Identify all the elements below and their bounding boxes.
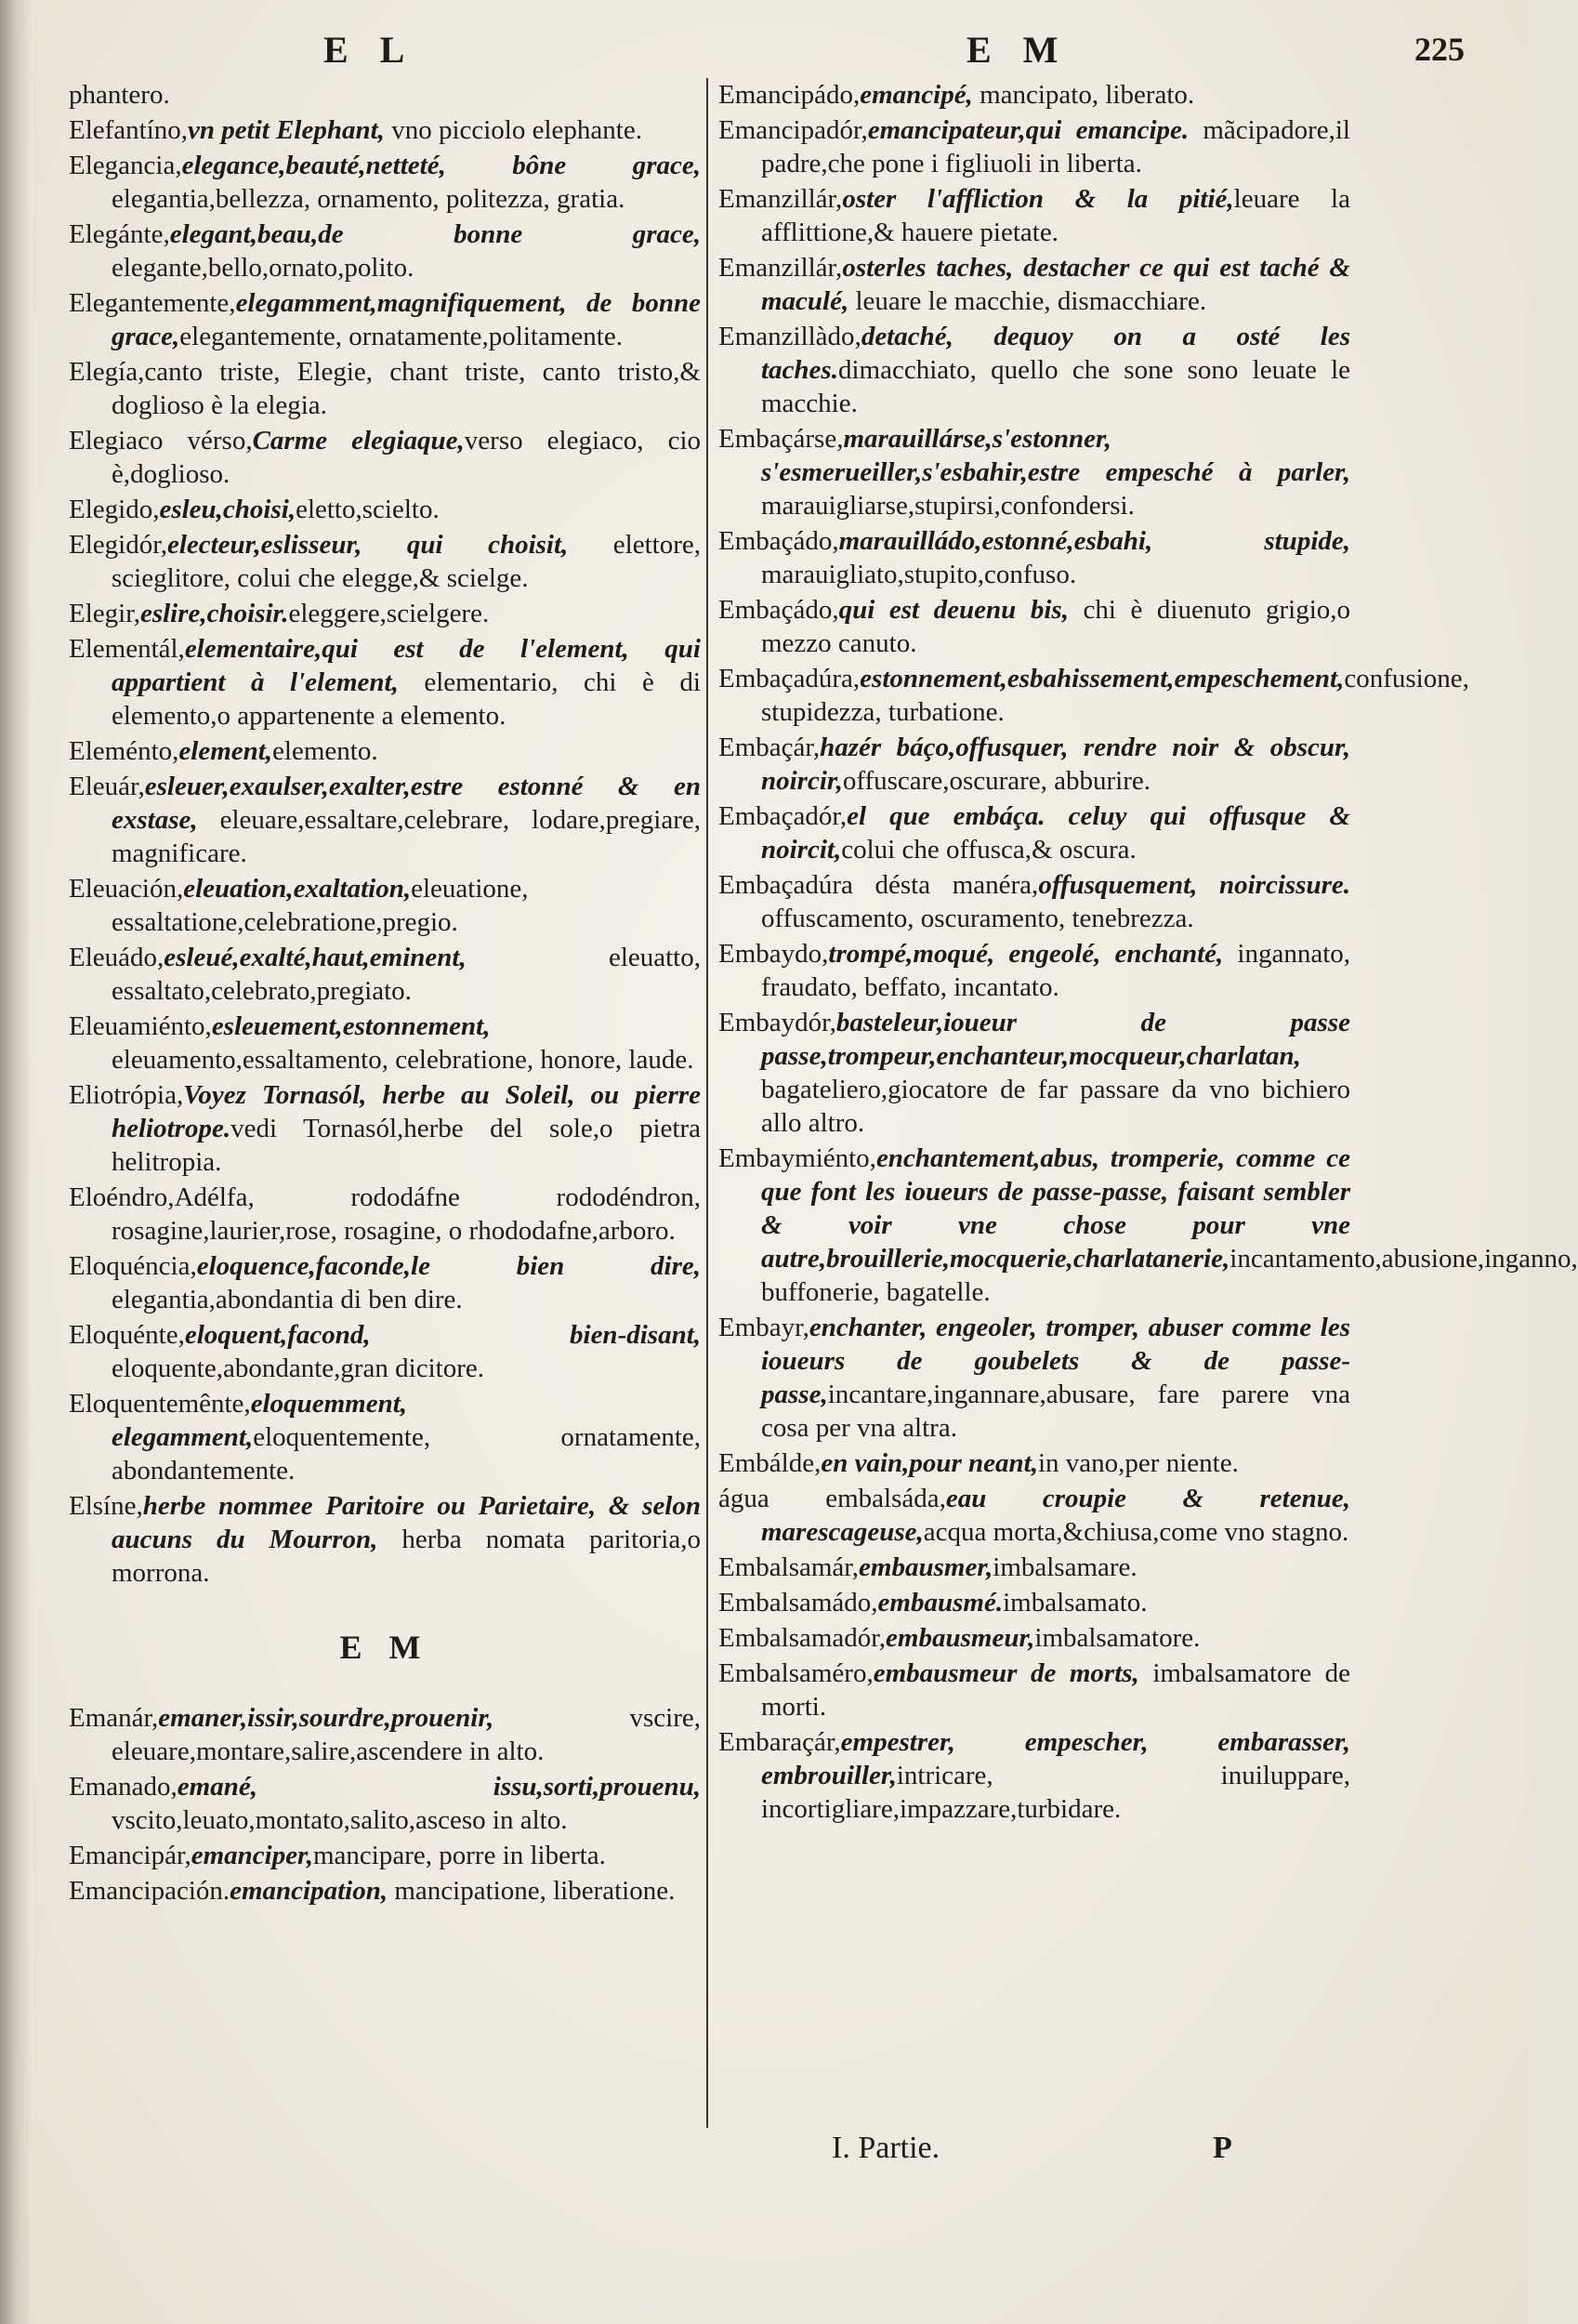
entry-italian: bagateliero,giocatore de far passare da vno bichiero allo altro. (761, 1075, 1350, 1138)
entry-french: detaché, dequoy on a osté les taches. (761, 322, 1350, 385)
dictionary-entry (69, 355, 701, 422)
entry-french: emancipé, (860, 80, 973, 110)
entry-french: Voyez Tornasól, herbe au Soleil, ou pierre heliotrope. (112, 1080, 701, 1143)
dictionary-entry (718, 78, 1350, 112)
entry-french: basteleur,ioueur de passe passe,trompeur,enchanteur,mocqueur,charlatan, (761, 1008, 1350, 1071)
dictionary-entry (69, 113, 701, 147)
entry-french: elegant,beau,de bonne grace, (169, 219, 701, 249)
entry-headword: Embaçadúra, (718, 664, 861, 693)
entry-french: elementaire,qui est de l'element, qui appartient à l'element, (112, 634, 701, 697)
entry-french: Carme elegiaque, (252, 426, 465, 456)
dictionary-entry (718, 1725, 1350, 1826)
entry-headword: Eleuamiénto, (69, 1011, 212, 1041)
entry-headword: Eloquéncia, (69, 1251, 197, 1281)
dictionary-entry (69, 1701, 701, 1768)
entry-italian: eleuatione, essaltatione,celebratione,pregio. (112, 874, 529, 937)
entry-french: el que embáça. celuy qui offusque & noircit, (761, 801, 1350, 865)
entry-french: eau croupie & retenue, marescageuse, (761, 1484, 1350, 1547)
dictionary-entry (718, 799, 1350, 866)
entry-italian: vscire, eleuare,montare,salire,ascendere in alto. (112, 1703, 701, 1766)
footer-signature: P (1213, 2131, 1232, 2165)
entry-headword: Embalsamádo, (718, 1588, 878, 1618)
dictionary-entry (69, 941, 701, 1008)
entry-french: electeur,eslisseur, qui choisit, (166, 530, 569, 560)
entry-italian: elettore, scieglitore, colui che elegge,& scielge. (112, 530, 701, 593)
dictionary-entry (69, 149, 701, 216)
entry-headword: Emancipár, (69, 1841, 191, 1870)
entry-headword: Eleménto, (69, 736, 179, 766)
entry-headword: Embaymiénto, (718, 1143, 876, 1173)
entry-italian: confusione, stupidezza, turbatione. (761, 664, 1469, 727)
entry-headword: água embalsáda, (718, 1484, 946, 1513)
page-number: 225 (1414, 31, 1465, 68)
entry-headword: Embaçadúra désta manéra, (718, 870, 1039, 900)
right-column (718, 78, 1578, 1828)
entry-french: esleué,exalté,haut,eminent, (164, 943, 467, 972)
entry-french: embausmer, (859, 1552, 993, 1582)
binding-shadow (0, 0, 32, 2324)
entry-italian: marauigliato,stupito,confuso. (761, 560, 1077, 589)
entry-headword: Emanzillàdo, (718, 322, 861, 351)
dictionary-entry (718, 662, 1469, 729)
entry-french: oster l'affliction & la pitié, (842, 184, 1234, 214)
entry-italian: eloquentemente, ornatamente, abondantemente. (112, 1422, 701, 1486)
right-entry-list (718, 78, 1578, 1826)
entry-french: emaner,issir,sourdre,prouenir, (158, 1703, 494, 1733)
left-entry-list (69, 78, 701, 1590)
page-footer (0, 2131, 1527, 2177)
entry-italian: colui che offusca,& oscura. (841, 835, 1137, 865)
entry-italian: elemento. (272, 736, 378, 766)
entry-headword: Embalsamadór, (718, 1623, 887, 1653)
entry-italian: vedi Tornasól,herbe del sole,o pietra helitropia. (112, 1114, 701, 1177)
entry-italian: elegantemente, ornatamente,politamente. (179, 322, 623, 351)
entry-french: emancipation, (230, 1876, 388, 1906)
dictionary-entry (718, 1657, 1350, 1723)
dictionary-entry (69, 1489, 701, 1590)
entry-french: emané, issu,sorti,prouenu, (177, 1772, 701, 1802)
dictionary-entry (69, 1387, 701, 1487)
entry-italian: offuscare,oscurare, abburire. (842, 766, 1151, 796)
dictionary-entry (718, 1586, 1350, 1619)
entry-headword: Elegidór, (69, 530, 167, 560)
entry-headword: Elegánte, (69, 219, 170, 249)
dictionary-entry (69, 1010, 701, 1076)
entry-italian: eletto,scielto. (296, 495, 440, 524)
dictionary-entry (69, 78, 701, 112)
entry-headword: Eloéndro, (69, 1182, 175, 1212)
entry-italian: incantamento,abusione,inganno, buffonerie, bagatelle. (761, 1244, 1578, 1307)
entry-headword: Elegantemente, (69, 288, 236, 318)
dictionary-entry (718, 868, 1350, 935)
entry-italian: mancipatione, liberatione. (388, 1876, 676, 1906)
entry-headword: Emancipádo, (718, 80, 861, 110)
entry-italian: mancipare, porre in liberta. (313, 1841, 606, 1870)
entry-headword: Embalsamár, (718, 1552, 860, 1582)
dictionary-entry (718, 1551, 1350, 1584)
entry-french: en vain,pour neant, (821, 1448, 1038, 1478)
entry-french: eloquence,faconde,le bien dire, (196, 1251, 701, 1281)
section-heading: E M (339, 1629, 430, 1666)
entry-italian: eleuatto, essaltato,celebrato,pregiato. (112, 943, 701, 1006)
entry-headword: Embayr, (718, 1313, 809, 1342)
entry-french: embausmeur, (886, 1623, 1035, 1653)
entry-french: enchanter, engeoler, tromper, abuser comme les ioueurs de goubelets & de passe-passe, (761, 1313, 1350, 1409)
entry-french: enchantement,abus, tromperie, comme ce que font les ioueurs de passe-passe, faisant sembler & voir vne chose pour vne autre,brouillerie,mocquerie,charlatanerie, (761, 1143, 1350, 1274)
dictionary-entry (69, 286, 701, 353)
entry-italian: imbalsamatore de morti. (761, 1658, 1351, 1722)
entry-headword: Embaçárse, (718, 424, 844, 454)
dictionary-entry (69, 872, 701, 939)
dictionary-entry (718, 1482, 1350, 1549)
entry-headword: Eloquentemênte, (69, 1389, 251, 1419)
dictionary-entry (69, 218, 701, 284)
entry-italian: eleuare,essaltare,celebrare, lodare,pregiare, magnificare. (112, 805, 701, 868)
left-entry-list-2 (69, 1701, 701, 1908)
entry-italian: eleggere,scielgere. (288, 599, 490, 628)
entry-french: eslire,choisir. (139, 599, 289, 628)
entry-headword: Eleuár, (69, 772, 145, 801)
entry-french: empestrer, empescher, embarasser, embrouiller, (761, 1727, 1350, 1790)
entry-italian: mãcipadore,il padre,che pone i figliuoli in liberta. (761, 115, 1350, 178)
dictionary-entry (718, 182, 1350, 249)
entry-italian: marauigliarse,stupirsi,confondersi. (761, 491, 1135, 521)
dictionary-entry (718, 524, 1350, 591)
dictionary-entry (69, 528, 701, 595)
entry-headword: phantero. (69, 80, 170, 110)
entry-french: emanciper, (191, 1841, 313, 1870)
entry-italian: canto triste, Elegie, chant triste, canto tristo,& doglioso è la elegia. (112, 357, 701, 420)
entry-headword: Elegiaco vérso, (69, 426, 253, 456)
dictionary-entry (69, 1318, 701, 1385)
entry-french: embausmé. (877, 1588, 1004, 1618)
dictionary-entry (69, 770, 701, 870)
dictionary-entry (69, 1181, 701, 1248)
entry-headword: Elefantíno, (69, 115, 189, 145)
entry-french: hazér báço,offusquer, rendre noir & obscur, noircir, (761, 733, 1350, 796)
dictionary-entry (718, 1621, 1350, 1655)
entry-french: estonnement,esbahissement,empeschement, (860, 664, 1345, 693)
entry-headword: Emanár, (69, 1703, 159, 1733)
entry-headword: Emancipación. (69, 1876, 230, 1906)
entry-french: esleuer,exaulser,exalter,estre estonné & en exstase, (112, 772, 701, 835)
entry-italian: in vano,per niente. (1038, 1448, 1239, 1478)
dictionary-entry (718, 1142, 1578, 1309)
entry-headword: Embaçadór, (718, 801, 848, 831)
entry-french: qui est deuenu bis, (838, 595, 1069, 625)
entry-headword: Eliotrópia, (69, 1080, 184, 1110)
entry-italian: mancipato, liberato. (972, 80, 1195, 110)
entry-italian: vscito,leuato,montato,salito,asceso in alto. (112, 1805, 568, 1835)
dictionary-entry (69, 597, 701, 630)
header-right-letters: E M (967, 29, 1070, 71)
entry-italian: intricare, inuiluppare, incortigliare,impazzare,turbidare. (761, 1761, 1350, 1824)
entry-headword: Eleuación, (69, 874, 184, 904)
entry-headword: Embaraçár, (718, 1727, 841, 1757)
entry-french: element, (178, 736, 273, 766)
entry-italian: elementario, chi è di elemento,o appartenente a elemento. (112, 667, 701, 731)
entry-italian: elegantia,bellezza, ornamento, politezza, gratia. (112, 184, 625, 214)
entry-italian: leuare la afflittione,& hauere pietate. (761, 184, 1350, 247)
entry-headword: Elegir, (69, 599, 140, 628)
dictionary-entry (69, 632, 701, 733)
entry-headword: Embaydo, (718, 939, 829, 969)
entry-headword: Eleuádo, (69, 943, 164, 972)
dictionary-entry (69, 1078, 701, 1179)
dictionary-entry (718, 1446, 1350, 1480)
entry-french: herbe nommee Paritoire ou Parietaire, & selon aucuns du Mourron, (112, 1491, 701, 1554)
entry-italian: ingannato, fraudato, beffato, incantato. (761, 939, 1351, 1002)
entry-headword: Embaçár, (718, 733, 821, 762)
entry-french: esleu,choisi, (159, 495, 296, 524)
entry-french: eloquent,facond, bien-disant, (184, 1320, 701, 1350)
entry-french: elegamment,magnifiquement, de bonne grace, (112, 288, 701, 351)
dictionary-entry (69, 1249, 701, 1316)
dictionary-entry (718, 251, 1350, 318)
entry-headword: Embálde, (718, 1448, 822, 1478)
dictionary-entry (69, 1770, 701, 1837)
entry-headword: Elsíne, (69, 1491, 143, 1521)
entry-headword: Emanzillár, (718, 253, 843, 283)
entry-french: emancipateur,qui emancipe. (867, 115, 1190, 145)
dictionary-entry (69, 1839, 701, 1872)
entry-italian: eleuamento,essaltamento, celebratione, honore, laude. (112, 1045, 694, 1075)
entry-italian: dimacchiato, quello che sone sono leuate le macchie. (761, 355, 1350, 418)
entry-french: trompé,moqué, engeolé, enchanté, (828, 939, 1224, 969)
entry-french: embausmeur de morts, (873, 1658, 1139, 1688)
entry-french: esleuement,estonnement, (211, 1011, 491, 1041)
entry-french: eleuation,exaltation, (183, 874, 412, 904)
entry-headword: Embalsaméro, (718, 1658, 874, 1688)
running-header (0, 28, 1527, 80)
entry-italian: elegante,bello,ornato,polito. (112, 253, 414, 283)
entry-italian: offuscamento, oscuramento, tenebrezza. (761, 904, 1194, 933)
dictionary-entry (718, 1311, 1350, 1445)
entry-french: marauilládo,estonné,esbahi, stupide, (838, 526, 1350, 556)
dictionary-entry (69, 424, 701, 491)
dictionary-entry (69, 1874, 701, 1908)
entry-headword: Embaydór, (718, 1008, 836, 1037)
dictionary-entry (718, 731, 1350, 798)
entry-french: vn petit Elephant, (188, 115, 385, 145)
dictionary-entry (718, 422, 1350, 522)
entry-headword: Elegancia, (69, 151, 182, 180)
entry-italian: acqua morta,&chiusa,come vno stagno. (923, 1517, 1349, 1547)
entry-italian: eloquente,abondante,gran dicitore. (112, 1353, 485, 1383)
entry-french: eloquemment, elegamment, (112, 1389, 408, 1452)
entry-headword: Emanzillár, (718, 184, 843, 214)
entry-italian: imbalsamare. (993, 1552, 1137, 1582)
dictionary-entry (718, 113, 1350, 180)
header-left-letters: E L (323, 29, 416, 71)
entry-italian: verso elegiaco, cio è,doglioso. (112, 426, 701, 489)
entry-french: elegance,beauté,netteté, bône grace, (181, 151, 701, 180)
dictionary-entry (69, 493, 701, 526)
entry-french: offusquement, noircissure. (1038, 870, 1350, 900)
column-divider (706, 78, 708, 2128)
entry-italian: imbalsamatore. (1034, 1623, 1201, 1653)
entry-italian: chi è diuenuto grigio,o mezzo canuto. (761, 595, 1351, 658)
entry-italian: leuare le macchie, dismacchiare. (848, 286, 1207, 316)
entry-headword: Embaçádo, (718, 595, 839, 625)
dictionary-entry (718, 1006, 1350, 1140)
entry-french: marauillárse,s'estonner, s'esmerueiller,s'esbahir,estre empesché à parler, (761, 424, 1350, 487)
entry-headword: Emancipadór, (718, 115, 868, 145)
entry-italian: imbalsamato. (1003, 1588, 1148, 1618)
entry-italian: herba nomata paritoria,o morrona. (112, 1525, 701, 1588)
dictionary-entry (718, 937, 1350, 1004)
entry-italian: vno picciolo elephante. (384, 115, 642, 145)
footer-part: I. Partie. (832, 2131, 940, 2165)
left-column (69, 78, 701, 1909)
dictionary-entry (69, 734, 701, 768)
entry-french: osterles taches, destacher ce qui est taché & maculé, (761, 253, 1350, 316)
entry-italian: incantare,ingannare,abusare, fare parere vna cosa per vna altra. (761, 1380, 1350, 1443)
dictionary-entry (718, 320, 1350, 420)
dictionary-entry (718, 593, 1350, 660)
entry-headword: Elementál, (69, 634, 185, 664)
entry-headword: Elegía, (69, 357, 145, 387)
entry-headword: Elegido, (69, 495, 160, 524)
entry-italian: elegantia,abondantia di ben dire. (112, 1285, 463, 1314)
entry-headword: Emanado, (69, 1772, 178, 1802)
entry-italian: Adélfa, rododáfne rododéndron, rosagine,laurier,rose, rosagine, o rhododafne,arboro. (112, 1182, 701, 1246)
entry-headword: Eloquénte, (69, 1320, 185, 1350)
entry-headword: Embaçádo, (718, 526, 839, 556)
